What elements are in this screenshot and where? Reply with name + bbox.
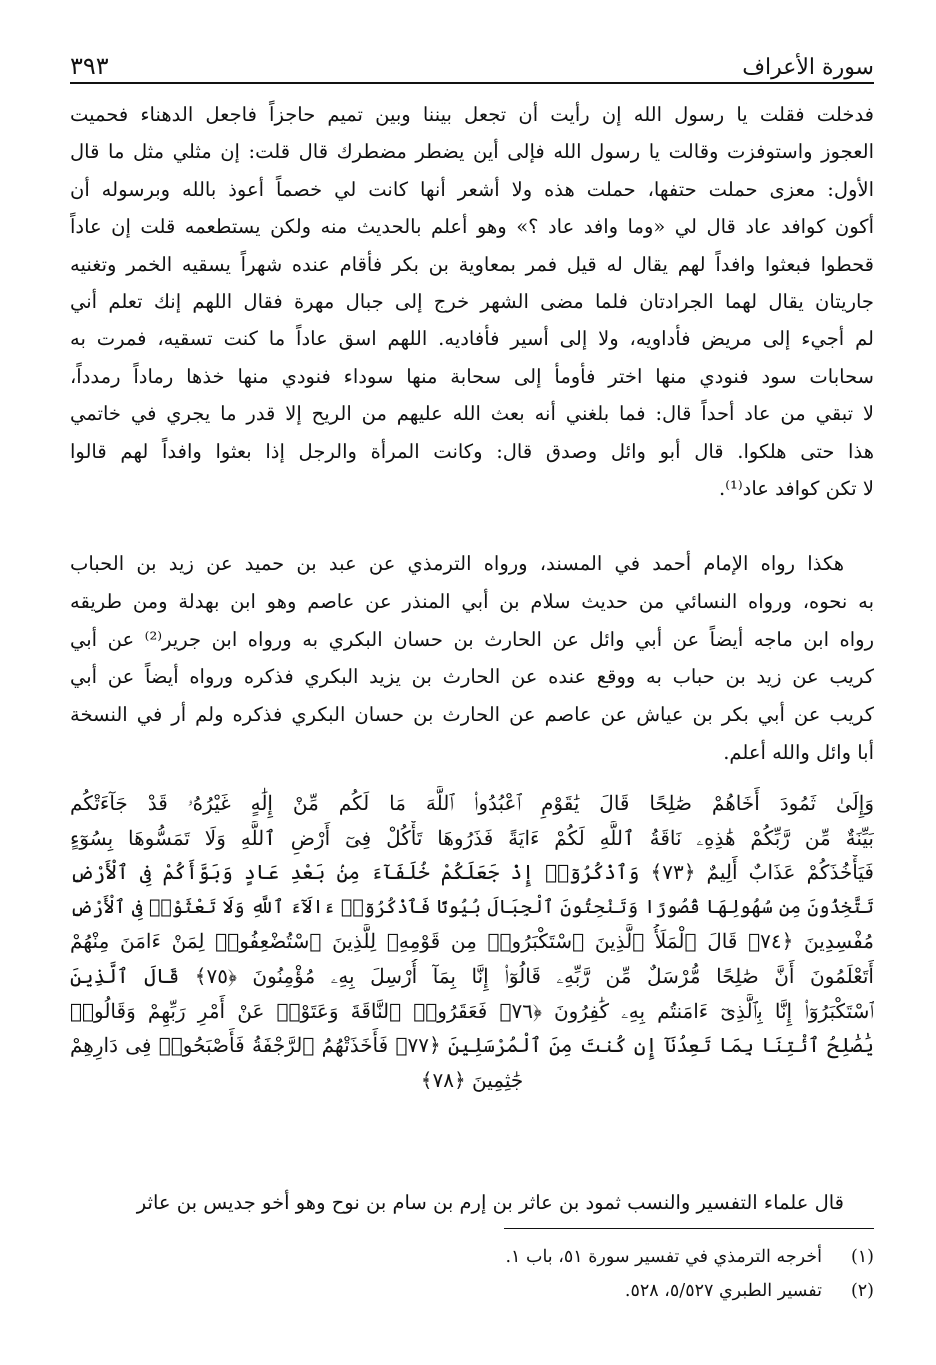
- narration-paragraph: [70, 545, 874, 772]
- text-line: لا تكن كوافد عاد⁽¹⁾.: [719, 476, 874, 500]
- page-header: [70, 46, 874, 80]
- text-line: هكذا رواه الإمام أحمد في المسند، ورواه الترمذي عن عبد بن حميد عن زيد بن الحباب: [70, 552, 844, 575]
- text-line: أبا وائل والله أعلم.: [723, 740, 874, 764]
- footnotes: [70, 1240, 874, 1308]
- footnote-text: تفسير الطبري ٥/٥٢٧، ٥٢٨.: [624, 1281, 822, 1301]
- text-line: قحطوا فبعثوا وافداً لهم يقال له قيل فمر بمعاوية بن بكر فأقام عنده شهراً يسقيه الخمر وتغنيه: [70, 252, 874, 276]
- text-line: جاريتان يقال لهما الجرادتان فلما مضى الشهر خرج إلى جبال مهرة فقال اللهم إنك تعلم أني: [70, 289, 874, 313]
- footnote-number: (٢): [850, 1281, 874, 1301]
- footnote-number: (١): [850, 1247, 874, 1267]
- verse-line: بَيِّنَةٌ مِّن رَّبِّكُمْ هَٰذِهِۦ نَاقَةُ ٱللَّهِ لَكُمْ ءَايَةً فَذَرُوهَا تَأْكُلْ فِىٓ أَرْضِ ٱللَّهِ وَلَا تَمَسُّوهَا بِسُوٓءٍ: [70, 825, 874, 850]
- verse-line: أَتَعْلَمُونَ أَنَّ صَٰلِحًا مُّرْسَلٌ مِّن رَّبِّهِۦ قَالُوٓا۟ إِنَّا بِمَآ أُرْسِلَ بِهِۦ مُؤْمِنُونَ ﴿٧٥﴾ قَالَ ٱلَّذِينَ: [70, 963, 874, 988]
- footnote: [70, 1274, 874, 1308]
- text-line: فدخلت فقلت يا رسول الله إن رأيت أن تجعل بيننا وبين تميم حاجزاً فاجعل الدهناء فحميت: [70, 103, 874, 126]
- verse-line: فَيَأْخُذَكُمْ عَذَابٌ أَلِيمٌ ﴿٧٣﴾ وَٱذْكُرُوٓا۟ إِذْ جَعَلَكُمْ خُلَفَآءَ مِنۢ بَعْدِ عَادٍ وَبَوَّأَكُمْ فِى ٱلْأَرْضِ: [70, 860, 874, 885]
- text-line: به نحوه، ورواه النسائي من حديث سلام بن أبي المنذر عن عاصم وهو ابن بهدلة ومن طريقه: [70, 589, 874, 613]
- commentary-paragraph: [70, 1184, 874, 1222]
- verse-line: يَٰصَٰلِحُ ٱئْتِنَا بِمَا تَعِدُنَآ إِن كُنتَ مِنَ ٱلْمُرْسَلِينَ ﴿٧٧﴾ فَأَخَذَتْهُمُ ٱلرَّجْفَةُ فَأَصْبَحُوا۟ فِى دَارِهِمْ: [70, 1033, 874, 1058]
- verse-line: مُفْسِدِينَ ﴿٧٤﴾ قَالَ ٱلْمَلَأُ ٱلَّذِينَ ٱسْتَكْبَرُوا۟ مِن قَوْمِهِۦ لِلَّذِينَ ٱسْتُضْعِفُوا۟ لِمَنْ ءَامَنَ مِنْهُمْ: [70, 929, 874, 954]
- text-line: العجوز واستوفزت وقالت يا رسول الله فإلى أين يضطر مضطرك قال قلت: إن مثلي مثل ما قال: [70, 140, 874, 164]
- page-number: ٣٩٣: [70, 52, 109, 80]
- text-line: لا تبقي من عاد أحداً قال: فما بلغني أنه بعث الله عليهم من الريح إلا قدر ما يجري في خاتمي: [70, 402, 874, 426]
- verse-line: جَٰثِمِينَ ﴿٧٨﴾: [420, 1067, 524, 1092]
- text-line: رواه ابن ماجه أيضاً عن أبي وائل عن الحارث بن حسان البكري به ورواه ابن جرير⁽²⁾ عن أبي: [70, 627, 874, 651]
- footnote-text: أخرجه الترمذي في تفسير سورة ٥١، باب ١.: [505, 1247, 822, 1267]
- text-line: أكون كوافد عاد قال لي «وما وافد عاد ؟» وهو أعلم بالحديث منه ولكن يستطعمه قلت إن عاداً: [70, 215, 874, 239]
- text-line: هذا حتى هلكوا. قال أبو وائل وصدق قال: وكانت المرأة والرجل إذا بعثوا وافداً لهم قالوا: [70, 439, 874, 463]
- text-line: كريب عن زيد بن حباب به ووقع عنده عن الحارث بن يزيد البكري فذكره ورواه أيضاً عن أبي: [70, 665, 874, 689]
- text-line: سحابات سود فنودي منها اختر فأومأ إلى سحابة منها سوداء فنودي منها خذها رماداً رمدداً،: [70, 364, 874, 388]
- sura-title: سورة الأعراف: [742, 55, 874, 80]
- verse-line: تَتَّخِذُونَ مِن سُهُولِهَا قُصُورًا وَتَنْحِتُونَ ٱلْجِبَالَ بُيُوتًا فَٱذْكُرُوٓا۟ ءَالَآءَ ٱللَّهِ وَلَا تَعْثَوْا۟ فِى ٱلْأَرْضِ: [70, 895, 874, 918]
- text-line: قال علماء التفسير والنسب ثمود بن عاثر بن إرم بن سام بن نوح وهو أخو جديس بن عاثر: [136, 1191, 844, 1214]
- hadith-paragraph: [70, 96, 874, 507]
- footnote: [70, 1240, 874, 1274]
- header-rule: [70, 82, 874, 84]
- text-line: الأول: معزى حملت حتفها، حملت هذه ولا أشعر أنها كانت لي خصماً أعوذ بالله وبرسوله أن: [70, 177, 874, 201]
- verse-line: ٱسْتَكْبَرُوٓا۟ إِنَّا بِٱلَّذِىٓ ءَامَنتُم بِهِۦ كَٰفِرُونَ ﴿٧٦﴾ فَعَقَرُوا۟ ٱلنَّاقَةَ وَعَتَوْا۟ عَنْ أَمْرِ رَبِّهِمْ وَقَالُوا۟: [70, 998, 874, 1023]
- text-line: كريب عن أبي بكر بن عياش عن عاصم عن الحارث بن حسان البكري فذكره ولم أر في النسخة: [70, 703, 874, 727]
- text-line: لم أجيء إلى مريض فأداويه، ولا إلى أسير فأفاديه. اللهم اسق عاداً ما كنت تسقيه، فمرت به: [70, 327, 874, 351]
- footnote-rule: [504, 1228, 874, 1229]
- quran-verses: [70, 786, 874, 1097]
- verse-line: وَإِلَىٰ ثَمُودَ أَخَاهُمْ صَٰلِحًا قَالَ يَٰقَوْمِ ٱعْبُدُوا۟ ٱللَّهَ مَا لَكُم مِّنْ إِلَٰهٍ غَيْرُهُۥ قَدْ جَآءَتْكُم: [70, 791, 874, 815]
